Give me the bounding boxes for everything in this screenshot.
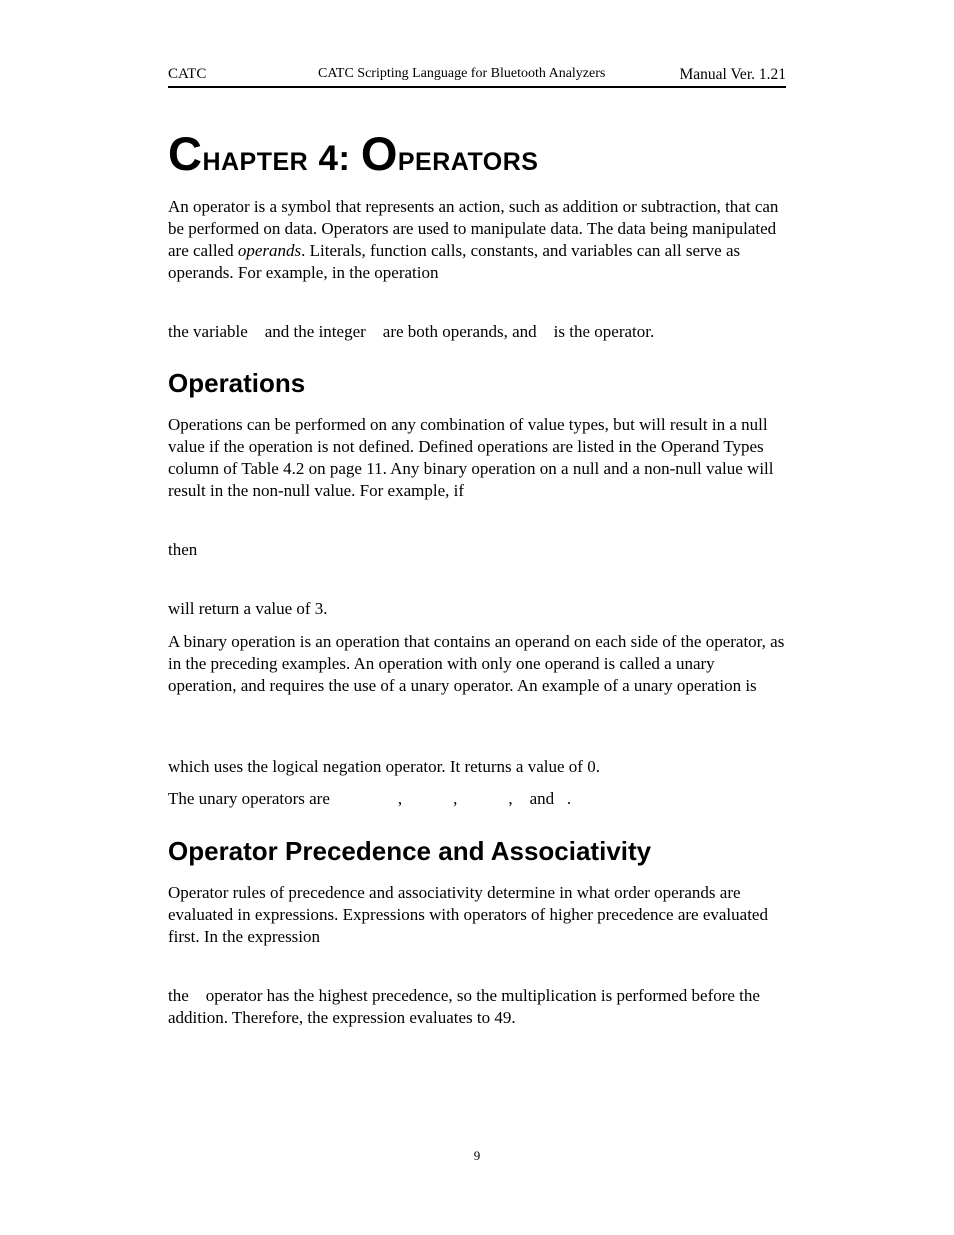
chapter-title-part-2: perators xyxy=(397,139,539,178)
section-title-precedence: Operator Precedence and Associativity xyxy=(168,836,652,866)
negation-paragraph: which uses the logical negation operator. It returns a value of 0. xyxy=(168,757,600,776)
header-version: Manual Ver. 1.21 xyxy=(679,66,786,83)
intro-paragraph xyxy=(168,196,786,284)
operands-explanation: the variable and the integer are both operands, and is the operator. xyxy=(168,322,655,341)
chapter-title-cap-1: C xyxy=(168,127,203,180)
precedence-paragraph-1: Operator rules of precedence and associativity determine in what order operands are evaluated in expressions. Expressions with operators of higher precedence are evaluated first. In the expression xyxy=(168,883,768,946)
chapter-title xyxy=(168,126,538,181)
chapter-title-cap-2: O xyxy=(360,127,398,180)
intro-text-2: . Literals, function calls, constants, and variables can all serve as operands. For example, in the operation xyxy=(168,241,741,282)
operations-paragraph-1: Operations can be performed on any combination of value types, but will result in a null value if the operation is not defined. Defined operations are listed in the Operand Types column of Table 4.2 on page 11. Any binary operation on a null and a non-null value will result in the non-null value. For example, if xyxy=(168,415,774,500)
header-left: CATC xyxy=(168,66,207,82)
binary-operation-paragraph: A binary operation is an operation that contains an operand on each side of the operator, as in the preceding examples. An operation with only one operand is called a unary operation, and requires the use of a unary operator. An example of a unary operation is xyxy=(168,632,785,695)
page-number: 9 xyxy=(473,1148,481,1163)
section-title-operations: Operations xyxy=(168,368,306,398)
page-header xyxy=(168,64,786,88)
operands-term: operands xyxy=(237,241,302,260)
unary-operators-list: The unary operators are , , , and . xyxy=(168,789,572,808)
document-page xyxy=(168,0,786,1235)
intro-text-1: An operator is a symbol that represents an action, such as addition or subtraction, that can be performed on data. Operators are used to manipulate data. The data being manipulated are called xyxy=(168,197,779,260)
precedence-paragraph-2: the operator has the highest precedence, so the multiplication is performed before the addition. Therefore, the expression evaluates to 49. xyxy=(168,986,765,1027)
header-title: CATC Scripting Language for Bluetooth Analyzers xyxy=(318,66,606,81)
chapter-title-part-1: hapter 4: xyxy=(202,139,361,178)
operations-then: then xyxy=(168,540,198,559)
operations-result: will return a value of 3. xyxy=(168,599,328,618)
